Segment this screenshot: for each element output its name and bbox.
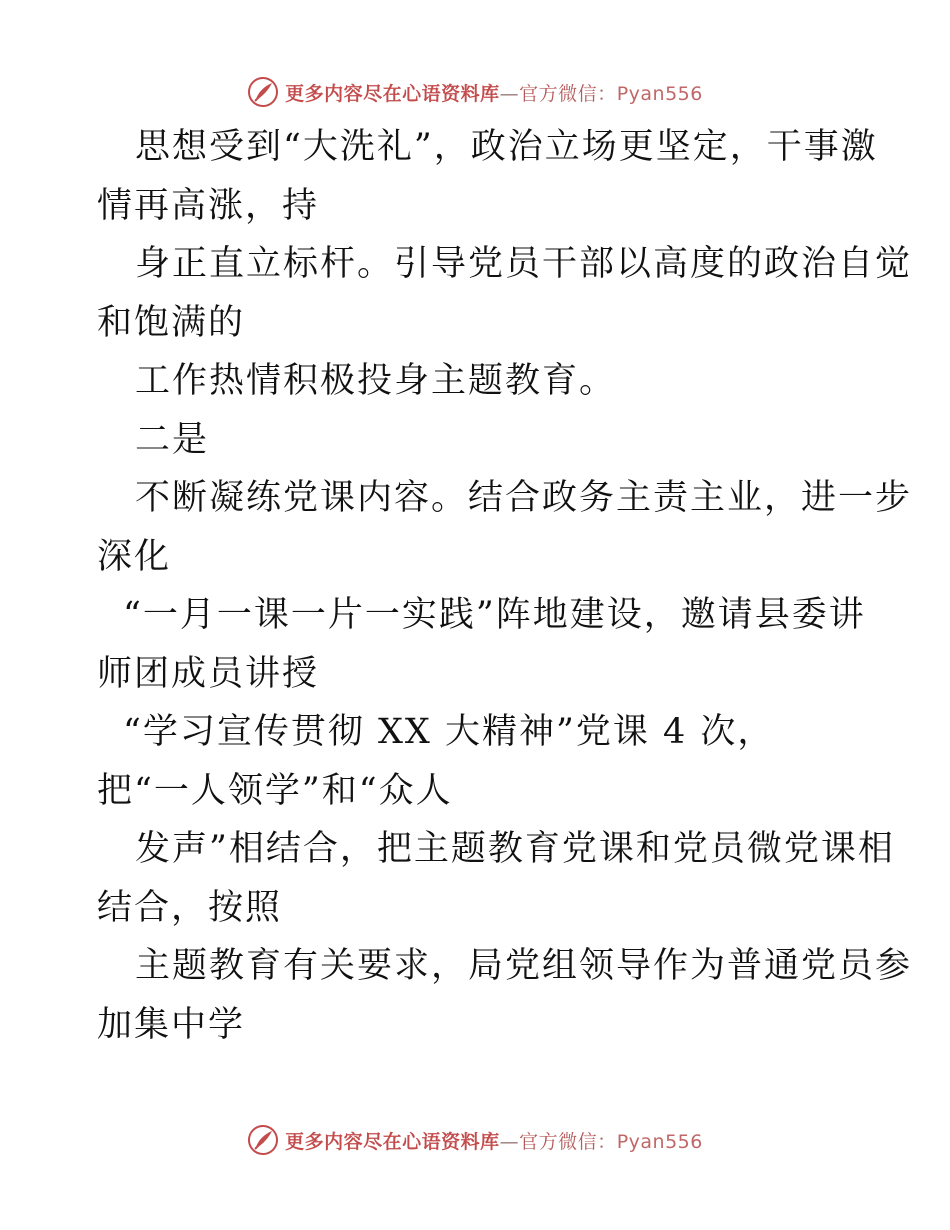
text-line: “一月一课一片一实践”阵地建设，邀请县委讲 <box>123 595 866 635</box>
watermark-text: 更多内容尽在心语资料库—官方微信：Pyan556 <box>285 1130 703 1153</box>
text-line: 和饱满的 <box>97 302 246 343</box>
text-line: 情再高涨，持 <box>97 185 320 226</box>
quill-logo-icon <box>247 76 279 108</box>
text-line: 结合，按照 <box>97 887 283 928</box>
text-line: 工作热情积极投身主题教育。 <box>135 361 617 401</box>
text-line: 思想受到“大洗礼”，政治立场更坚定，干事激 <box>135 127 878 167</box>
text-line: 二是 <box>135 419 210 460</box>
text-line: 把“一人领学”和“众人 <box>97 770 453 811</box>
text-line: 身正直立标杆。引导党员干部以高度的政治自觉 <box>135 244 913 284</box>
footer-watermark <box>0 1120 950 1160</box>
text-line: 发声”相结合，把主题教育党课和党员微党课相 <box>135 829 895 869</box>
header-watermark <box>0 72 950 112</box>
document-body <box>97 118 913 1054</box>
text-line: 不断凝练党课内容。结合政务主责主业，进一步 <box>135 478 913 518</box>
text-line: 深化 <box>97 536 172 577</box>
watermark-text: 更多内容尽在心语资料库—官方微信：Pyan556 <box>285 82 703 105</box>
quill-logo-icon <box>247 1124 279 1156</box>
text-line: 加集中学 <box>97 1004 246 1045</box>
text-line: 师团成员讲授 <box>97 653 320 694</box>
text-line: “学习宣传贯彻 XX 大精神”党课 4 次， <box>123 712 775 752</box>
text-line: 主题教育有关要求，局党组领导作为普通党员参 <box>135 946 913 986</box>
